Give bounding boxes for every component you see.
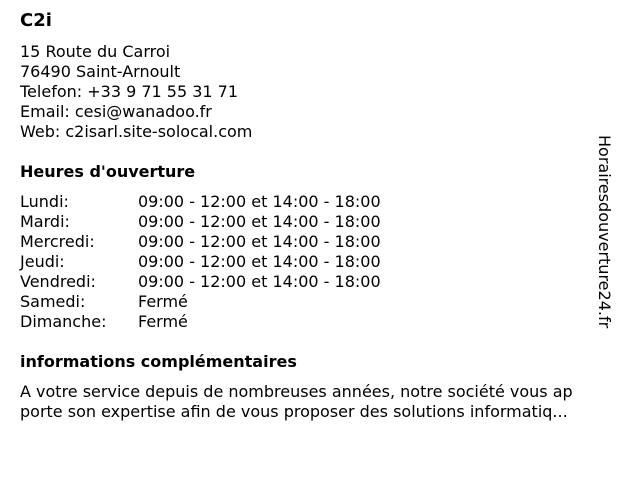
additional-info-title: informations complémentaires [20, 352, 297, 371]
email-line: Email: cesi@wanadoo.fr [20, 102, 212, 121]
hours-day: Jeudi: [20, 252, 65, 271]
hours-day: Vendredi: [20, 272, 96, 291]
hours-row-jeudi [20, 252, 620, 272]
hours-row-dimanche [20, 312, 620, 332]
hours-row-vendredi [20, 272, 620, 292]
hours-row-mardi [20, 212, 620, 232]
hours-value: 09:00 - 12:00 et 14:00 - 18:00 [138, 192, 381, 211]
hours-day: Dimanche: [20, 312, 107, 331]
hours-day: Lundi: [20, 192, 69, 211]
additional-info-line-1: A votre service depuis de nombreuses années, notre société vous ap [20, 382, 573, 401]
phone-line: Telefon: +33 9 71 55 31 71 [20, 82, 239, 101]
opening-hours-title: Heures d'ouverture [20, 162, 196, 181]
address-line-1: 15 Route du Carroi [20, 42, 171, 61]
additional-info-line-2: porte son expertise afin de vous proposer des solutions informatiq... [20, 402, 568, 421]
hours-value: Fermé [138, 292, 188, 311]
hours-value: 09:00 - 12:00 et 14:00 - 18:00 [138, 232, 381, 251]
hours-day: Mardi: [20, 212, 70, 231]
hours-value: Fermé [138, 312, 188, 331]
hours-value: 09:00 - 12:00 et 14:00 - 18:00 [138, 272, 381, 291]
address-line-2: 76490 Saint-Arnoult [20, 62, 181, 81]
hours-row-lundi [20, 192, 620, 212]
web-line: Web: c2isarl.site-solocal.com [20, 122, 253, 141]
hours-value: 09:00 - 12:00 et 14:00 - 18:00 [138, 252, 381, 271]
hours-value: 09:00 - 12:00 et 14:00 - 18:00 [138, 212, 381, 231]
business-name: C2i [20, 10, 52, 31]
hours-row-samedi [20, 292, 620, 312]
hours-day: Mercredi: [20, 232, 95, 251]
hours-day: Samedi: [20, 292, 86, 311]
business-card [20, 8, 620, 422]
hours-row-mercredi [20, 232, 620, 252]
site-watermark: Horairesdouverture24.fr [595, 135, 614, 329]
